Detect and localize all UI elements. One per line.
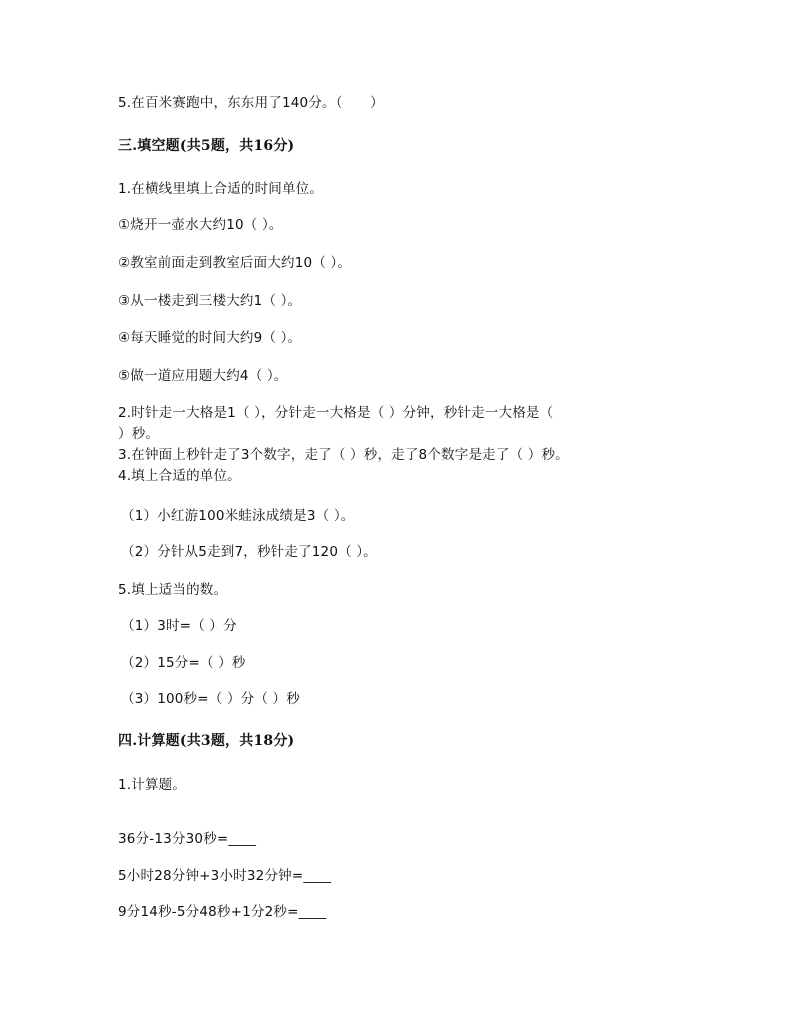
calc-question-1: 1.计算题。 (118, 777, 187, 793)
fill-question-1-item-2: ②教室前面走到教室后面大约10（ ）。 (118, 255, 352, 271)
fill-question-5: 5.填上适当的数。 (118, 582, 228, 598)
section-3-heading: 三.填空题(共5题，共16分) (118, 138, 295, 154)
fill-question-4: 4.填上合适的单位。 (118, 468, 241, 484)
fill-question-5-item-2: （2）15分=（ ）秒 (121, 655, 246, 671)
calc-item-3: 9分14秒-5分48秒+1分2秒=____ (118, 904, 327, 920)
fill-question-1-item-4: ④每天睡觉的时间大约9（ ）。 (118, 330, 302, 346)
fill-question-3: 3.在钟面上秒针走了3个数字，走了（ ）秒，走了8个数字是走了（ ）秒。 (118, 447, 569, 463)
fill-question-2-line-1: 2.时针走一大格是1（ ），分针走一大格是（ ）分钟，秒针走一大格是（ (118, 405, 554, 421)
calc-item-1: 36分-13分30秒=____ (118, 831, 257, 847)
fill-question-1-item-3: ③从一楼走到三楼大约1（ ）。 (118, 293, 302, 309)
fill-question-4-item-2: （2）分针从5走到7，秒针走了120（ ）。 (121, 544, 377, 560)
fill-question-4-item-1: （1）小红游100米蛙泳成绩是3（ ）。 (121, 508, 355, 524)
calc-item-2: 5小时28分钟+3小时32分钟=____ (118, 868, 332, 884)
section-4-heading: 四.计算题(共3题，共18分) (118, 733, 295, 749)
prev-question-5: 5.在百米赛跑中，东东用了140分。（ ） (118, 95, 384, 111)
fill-question-1: 1.在横线里填上合适的时间单位。 (118, 181, 324, 197)
fill-question-1-item-5: ⑤做一道应用题大约4（ ）。 (118, 368, 288, 384)
fill-question-2-line-2: ）秒。 (118, 426, 160, 442)
fill-question-5-item-3: （3）100秒=（ ）分（ ）秒 (121, 691, 300, 707)
fill-question-1-item-1: ①烧开一壶水大约10（ ）。 (118, 217, 283, 233)
fill-question-5-item-1: （1）3时=（ ）分 (121, 618, 237, 634)
